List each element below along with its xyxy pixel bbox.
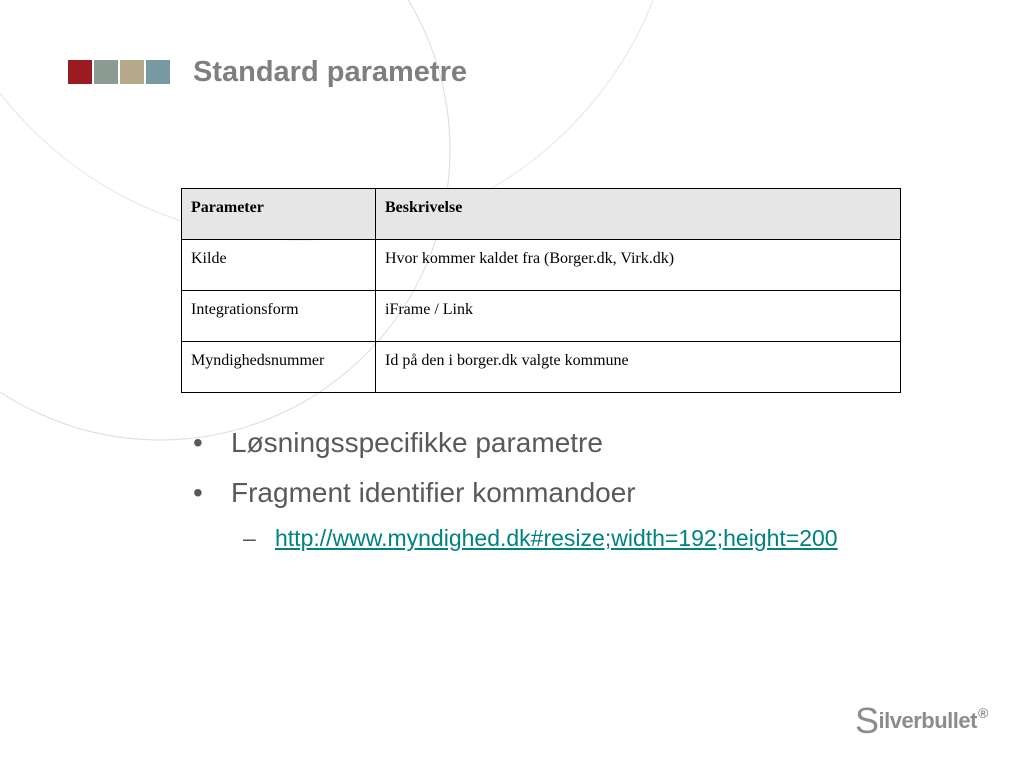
table-cell: iFrame / Link <box>376 291 901 342</box>
bullet-item <box>193 424 913 462</box>
table-row <box>182 342 901 393</box>
parameter-table <box>181 188 901 393</box>
bullet-item <box>193 474 913 512</box>
table-row <box>182 240 901 291</box>
bullet-dot-icon: • <box>193 427 203 458</box>
dash-icon: – <box>243 525 256 551</box>
silverbullet-logo <box>855 700 988 742</box>
table-cell: Myndighedsnummer <box>182 342 376 393</box>
bullet-text: Fragment identifier kommandoer <box>231 477 636 508</box>
bullet-text: Løsningsspecifikke parametre <box>231 427 603 458</box>
table-header-row <box>182 189 901 240</box>
color-square-blue-grey <box>146 60 170 84</box>
table-row <box>182 291 901 342</box>
logo-mark: ® <box>977 705 988 721</box>
example-url-link[interactable]: http://www.myndighed.dk#resize;width=192;height=200 <box>275 525 838 551</box>
bullet-dot-icon: • <box>193 477 203 508</box>
table-header-cell: Beskrivelse <box>376 189 901 240</box>
table-header-cell: Parameter <box>182 189 376 240</box>
table-cell: Integrationsform <box>182 291 376 342</box>
color-square-red <box>68 60 92 84</box>
bullet-list <box>193 424 913 553</box>
table-cell: Kilde <box>182 240 376 291</box>
header-color-squares <box>68 60 170 84</box>
color-square-tan <box>120 60 144 84</box>
sub-bullet-item <box>243 524 913 553</box>
table-cell: Id på den i borger.dk valgte kommune <box>376 342 901 393</box>
table-cell: Hvor kommer kaldet fra (Borger.dk, Virk.dk) <box>376 240 901 291</box>
logo-initial: S <box>855 700 879 741</box>
color-square-grey-green <box>94 60 118 84</box>
logo-text: ilverbullet <box>878 708 977 733</box>
page-title: Standard parametre <box>193 56 467 88</box>
